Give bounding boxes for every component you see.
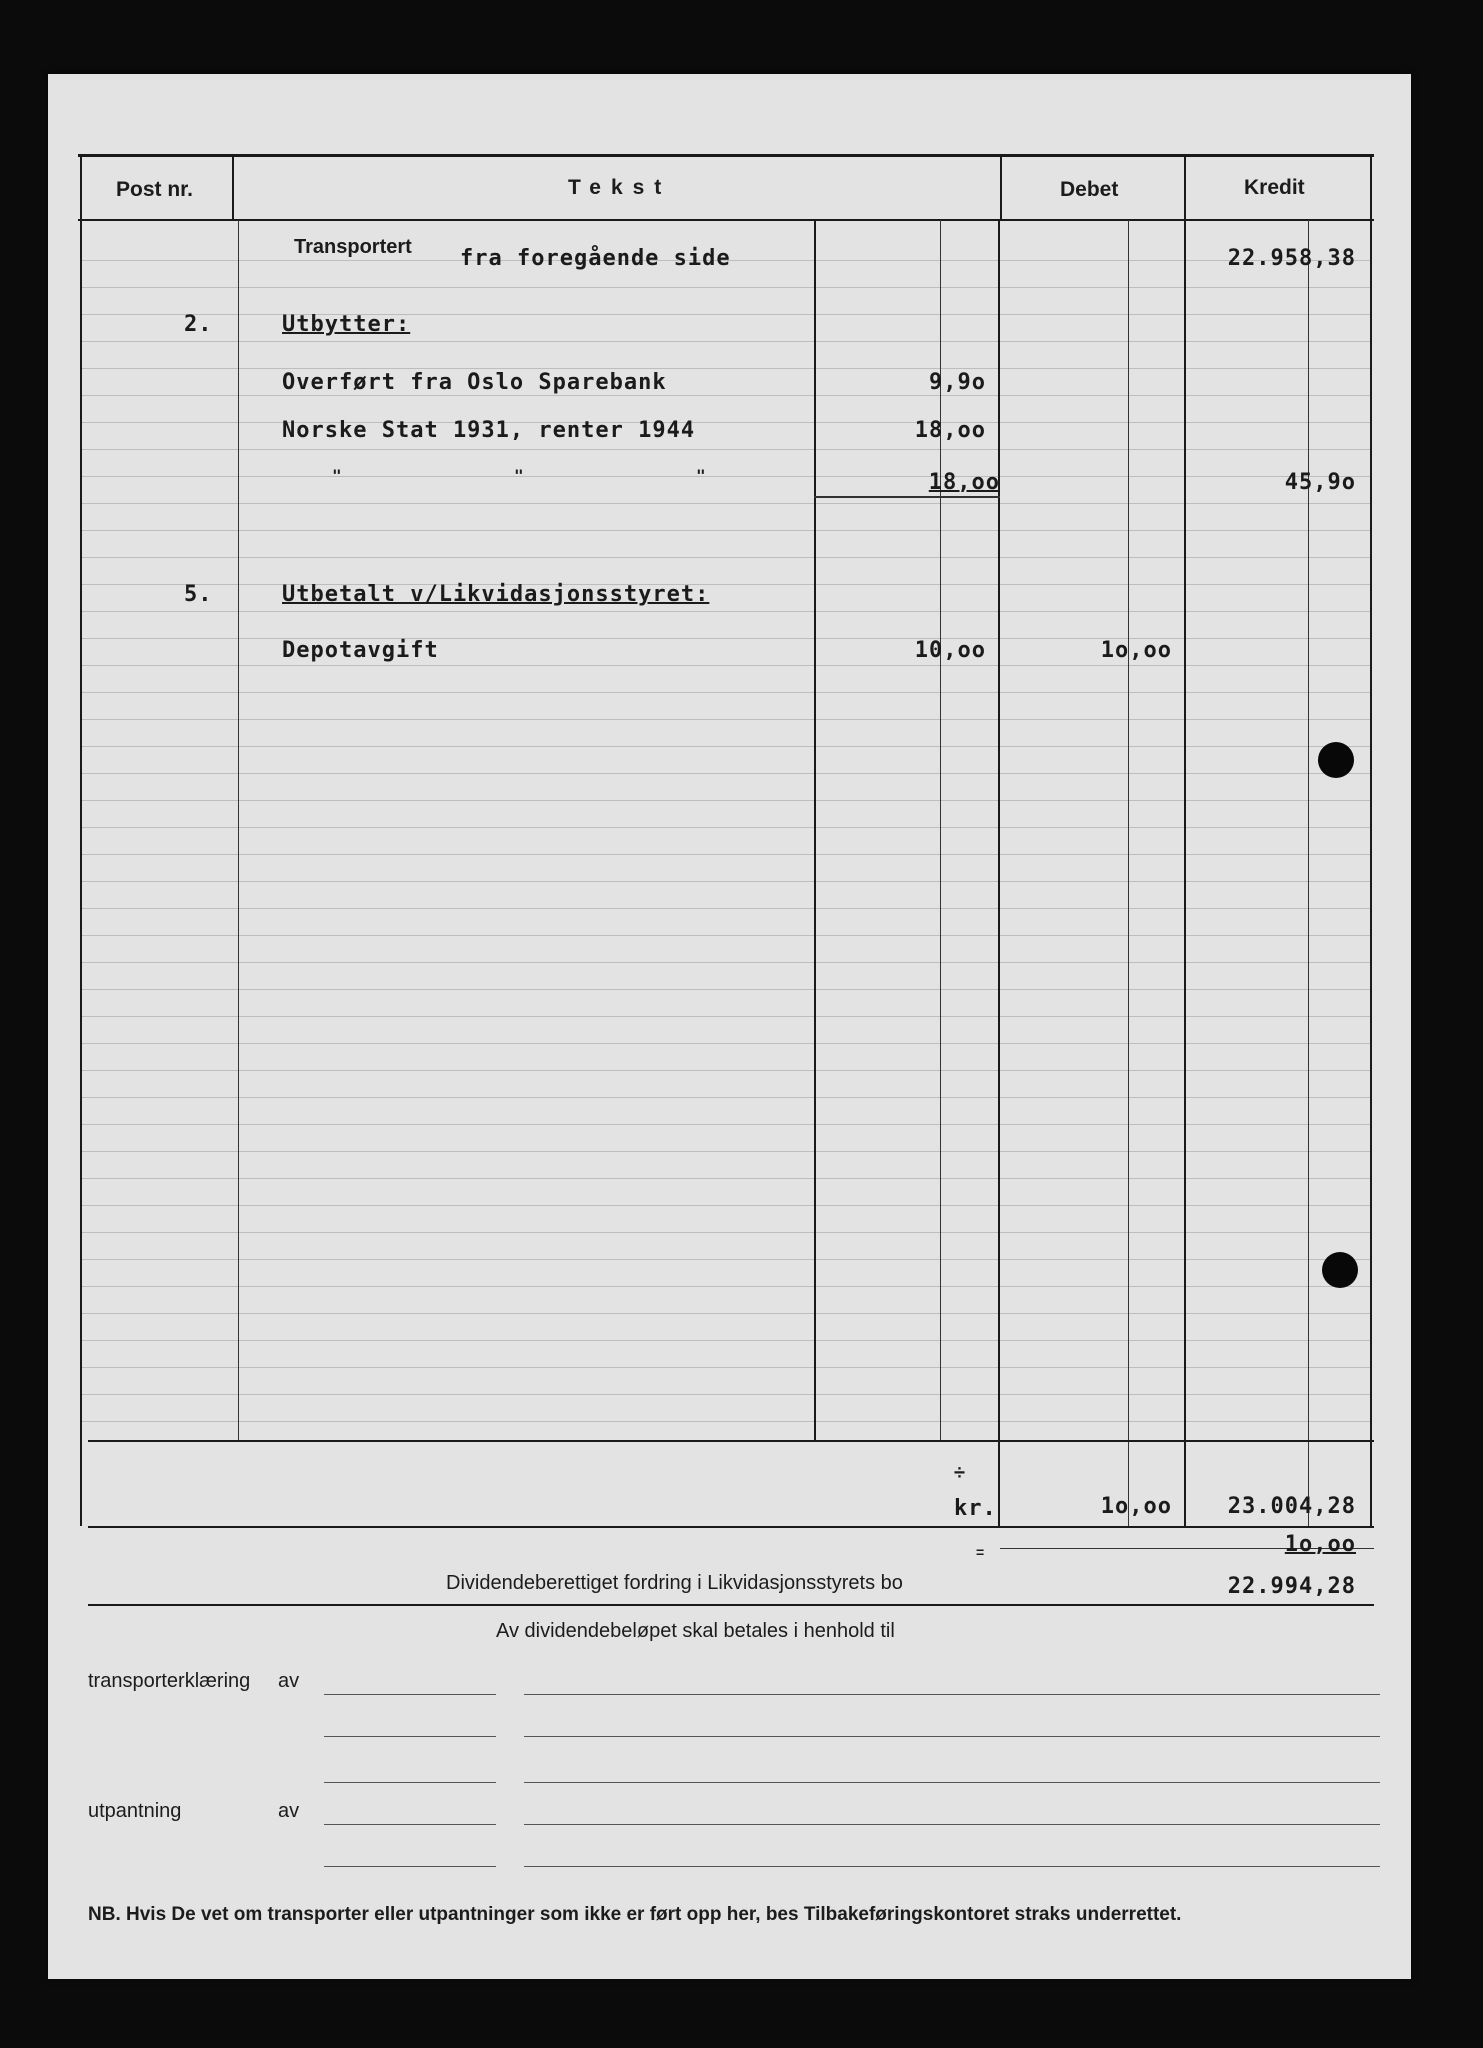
col-kredit-cent [1308, 220, 1309, 1526]
line1-amount: 9,9o [929, 370, 986, 395]
ruled-line [82, 1340, 1370, 1341]
ruled-line [82, 341, 1370, 342]
ruled-line [82, 665, 1370, 666]
punch-hole-icon [1322, 1252, 1358, 1288]
col-debet-cent [1128, 220, 1129, 1526]
transport-label-footer: transporterklæring [88, 1670, 251, 1692]
post2-number: 2. [184, 312, 213, 337]
net-amount: 22.994,28 [1227, 1574, 1356, 1599]
ruled-line [82, 1205, 1370, 1206]
eq-mark: = [976, 1544, 985, 1560]
ruled-line [82, 800, 1370, 801]
ruled-line [82, 962, 1370, 963]
debet-total: 1o,oo [1100, 1494, 1172, 1519]
post5-debet: 1o,oo [1100, 638, 1172, 663]
post5-number: 5. [184, 582, 213, 607]
transport-label: Transportert [294, 236, 412, 258]
ruled-line [82, 746, 1370, 747]
ruled-line [82, 908, 1370, 909]
ruled-line [82, 719, 1370, 720]
ruled-line [82, 449, 1370, 450]
fill-line-a3 [324, 1782, 496, 1783]
utpantning-label: utpantning [88, 1800, 182, 1822]
line2-amount: 18,oo [914, 418, 986, 443]
ruled-line [82, 1097, 1370, 1098]
fill-line-a5 [324, 1866, 496, 1867]
table-left-border [80, 156, 82, 1526]
post2-kredit: 45,9o [1284, 470, 1356, 495]
ruled-line [82, 611, 1370, 612]
ruled-line [82, 1070, 1370, 1071]
punch-hole-icon [1318, 742, 1354, 778]
transport-kredit: 22.958,38 [1227, 246, 1356, 271]
ruled-line [82, 1421, 1370, 1422]
ruled-line [82, 287, 1370, 288]
header-divider-2 [1000, 156, 1002, 220]
subtotal-rule [814, 496, 1000, 498]
fill-line-b4 [524, 1824, 1380, 1825]
ruled-line [82, 827, 1370, 828]
ruled-line [82, 314, 1370, 315]
table-right-border [1370, 156, 1372, 1526]
header-divider-1 [232, 156, 234, 220]
ruled-line [82, 476, 1370, 477]
total-bottom-border [88, 1526, 1374, 1528]
line4-amount: 10,oo [914, 638, 986, 663]
ruled-line [82, 1178, 1370, 1179]
ruled-line [82, 557, 1370, 558]
ruled-line [82, 1313, 1370, 1314]
line1-text: Overført fra Oslo Sparebank [282, 370, 667, 395]
ruled-line [82, 935, 1370, 936]
ruled-line [82, 1016, 1370, 1017]
ruled-line [82, 1124, 1370, 1125]
ruled-line [82, 1394, 1370, 1395]
post2-title: Utbytter: [282, 312, 411, 337]
ruled-line [82, 989, 1370, 990]
header-bottom-border [78, 219, 1374, 221]
ruled-line [82, 395, 1370, 396]
fill-line-b2 [524, 1736, 1380, 1737]
fill-line-a1 [324, 1694, 496, 1695]
ruled-line [82, 368, 1370, 369]
col-debet-left [998, 220, 1000, 1526]
kredit-total: 23.004,28 [1227, 1494, 1356, 1519]
col-kredit-left [1184, 220, 1186, 1526]
ruled-line [82, 881, 1370, 882]
fill-line-b3 [524, 1782, 1380, 1783]
header-kredit: Kredit [1244, 176, 1305, 199]
header-divider-3 [1184, 156, 1186, 220]
ruled-line [82, 854, 1370, 855]
ruled-line [82, 1367, 1370, 1368]
post5-title: Utbetalt v/Likvidasjonsstyret: [282, 582, 710, 607]
ditto-mark-3: " [696, 466, 707, 485]
col-amount-cent [940, 220, 941, 1440]
line4-text: Depotavgift [282, 638, 439, 663]
ruled-line [82, 1286, 1370, 1287]
header-tekst: Tekst [568, 176, 672, 199]
ledger-page [48, 74, 1411, 1979]
ruled-line [82, 422, 1370, 423]
header-debet: Debet [1060, 178, 1119, 201]
ditto-mark-1: " [332, 466, 343, 485]
nb-note: NB. Hvis De vet om transporter eller utpantninger som ikke er ført opp her, bes Tilbakeføringskontoret straks underrettet. [88, 1904, 1182, 1925]
ruled-line [82, 584, 1370, 585]
ruled-line [82, 638, 1370, 639]
ruled-line [82, 503, 1370, 504]
dividend-label: Dividendeberettiget fordring i Likvidasjonsstyrets bo [446, 1572, 903, 1594]
minus-sign: ÷ [954, 1462, 965, 1484]
av-label-2: av [278, 1800, 300, 1822]
kr-label: kr. [954, 1496, 997, 1521]
net-bottom-border [88, 1604, 1374, 1606]
ruled-line [82, 773, 1370, 774]
av-label-1: av [278, 1670, 300, 1692]
footer-heading: Av dividendebeløpet skal betales i henhold til [496, 1620, 895, 1642]
fill-line-a4 [324, 1824, 496, 1825]
ruled-line [82, 1151, 1370, 1152]
total-top-border [88, 1440, 1374, 1442]
table-top-border [78, 154, 1374, 157]
col-amount-left [814, 220, 816, 1440]
ruled-line [82, 1259, 1370, 1260]
ruled-line [82, 530, 1370, 531]
fill-line-a2 [324, 1736, 496, 1737]
line2-text: Norske Stat 1931, renter 1944 [282, 418, 696, 443]
deduct-amount: 1o,oo [1284, 1532, 1356, 1557]
fill-line-b5 [524, 1866, 1380, 1867]
ruled-line [82, 1043, 1370, 1044]
fill-line-b1 [524, 1694, 1380, 1695]
line3-amount: 18,oo [928, 470, 1000, 495]
ruled-line [82, 692, 1370, 693]
ditto-mark-2: " [514, 466, 525, 485]
header-post-nr: Post nr. [116, 178, 194, 201]
col-post-divider [238, 220, 239, 1440]
transport-text: fra foregående side [460, 246, 731, 271]
ruled-line [82, 1232, 1370, 1233]
